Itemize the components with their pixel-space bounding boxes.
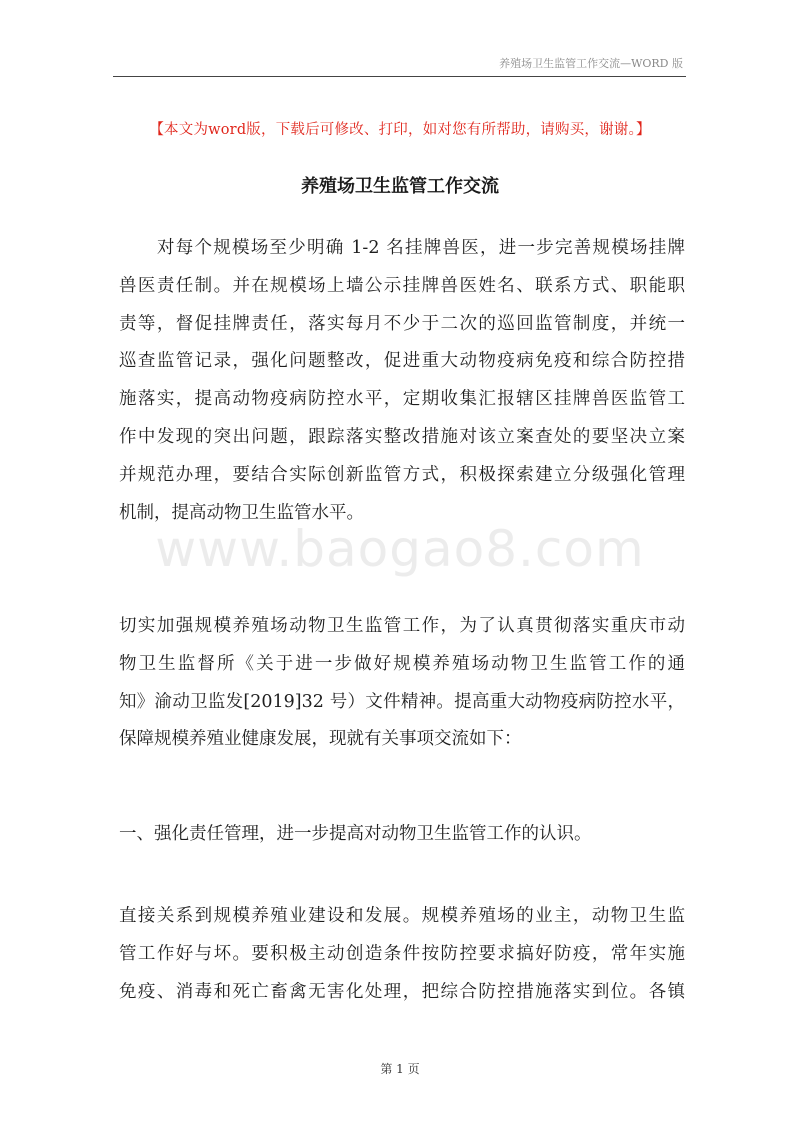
paragraph-line: 保障规模养殖业健康发展，现就有关事项交流如下： [119,729,522,750]
paragraph-4 [119,898,685,1011]
paragraph-line: 责等，督促挂牌责任，落实每月不少于二次的巡回监管制度，并统一 [119,313,685,334]
paragraph-line: 切实加强规模养殖场动物卫生监管工作，为了认真贯彻落实重庆市动 [119,616,685,636]
paragraph-line: 巡查监管记录，强化问题整改，促进重大动物疫病免疫和综合防控措 [119,351,685,372]
section-heading-1 [119,816,685,854]
paragraph-line: 直接关系到规模养殖业建设和发展。规模养殖场的业主，动物卫生监 [119,906,685,926]
paragraph-line: 施落实，提高动物疫病防控水平，定期收集汇报辖区挂牌兽医监管工 [119,389,685,410]
paragraph-line: 物卫生监督所《关于进一步做好规模养殖场动物卫生监管工作的通 [119,653,685,674]
paragraph-line: 作中发现的突出问题，跟踪落实整改措施对该立案查处的要坚决立案 [119,426,685,447]
page-number: 第 1 页 [380,1062,420,1076]
paragraph-line: 一、强化责任管理，进一步提高对动物卫生监管工作的认识。 [119,824,592,844]
paragraph-line: 机制，提高动物卫生监管水平。 [119,502,364,523]
paragraph-1 [119,230,685,532]
paragraph-line: 兽医责任制。并在规模场上墙公示挂牌兽医姓名、联系方式、职能职 [119,275,685,296]
paragraph-line: 管工作好与坏。要积极主动创造条件按防控要求搞好防疫，常年实施 [119,943,685,964]
download-notice: 【本文为word版，下载后可修改、打印，如对您有所帮助，请购买，谢谢。】 [149,122,651,138]
header-divider [113,76,686,77]
paragraph-line: 并规范办理，要结合实际创新监管方式，积极探索建立分级强化管理 [119,464,685,485]
paragraph-line: 对每个规模场至少明确 1-2 名挂牌兽医，进一步完善规模场挂牌 [157,238,685,258]
document-title: 养殖场卫生监管工作交流 [301,176,499,197]
paragraph-line: 免疫、消毒和死亡畜禽无害化处理，把综合防控措施落实到位。各镇 [119,981,685,1002]
paragraph-2 [119,608,685,759]
watermark-text: www.baogao8.com [155,520,645,578]
paragraph-line: 知》渝动卫监发[2019]32 号）文件精神。提高重大动物疫病防控水平， [119,691,685,712]
running-header: 养殖场卫生监管工作交流—WORD 版 [499,57,683,70]
